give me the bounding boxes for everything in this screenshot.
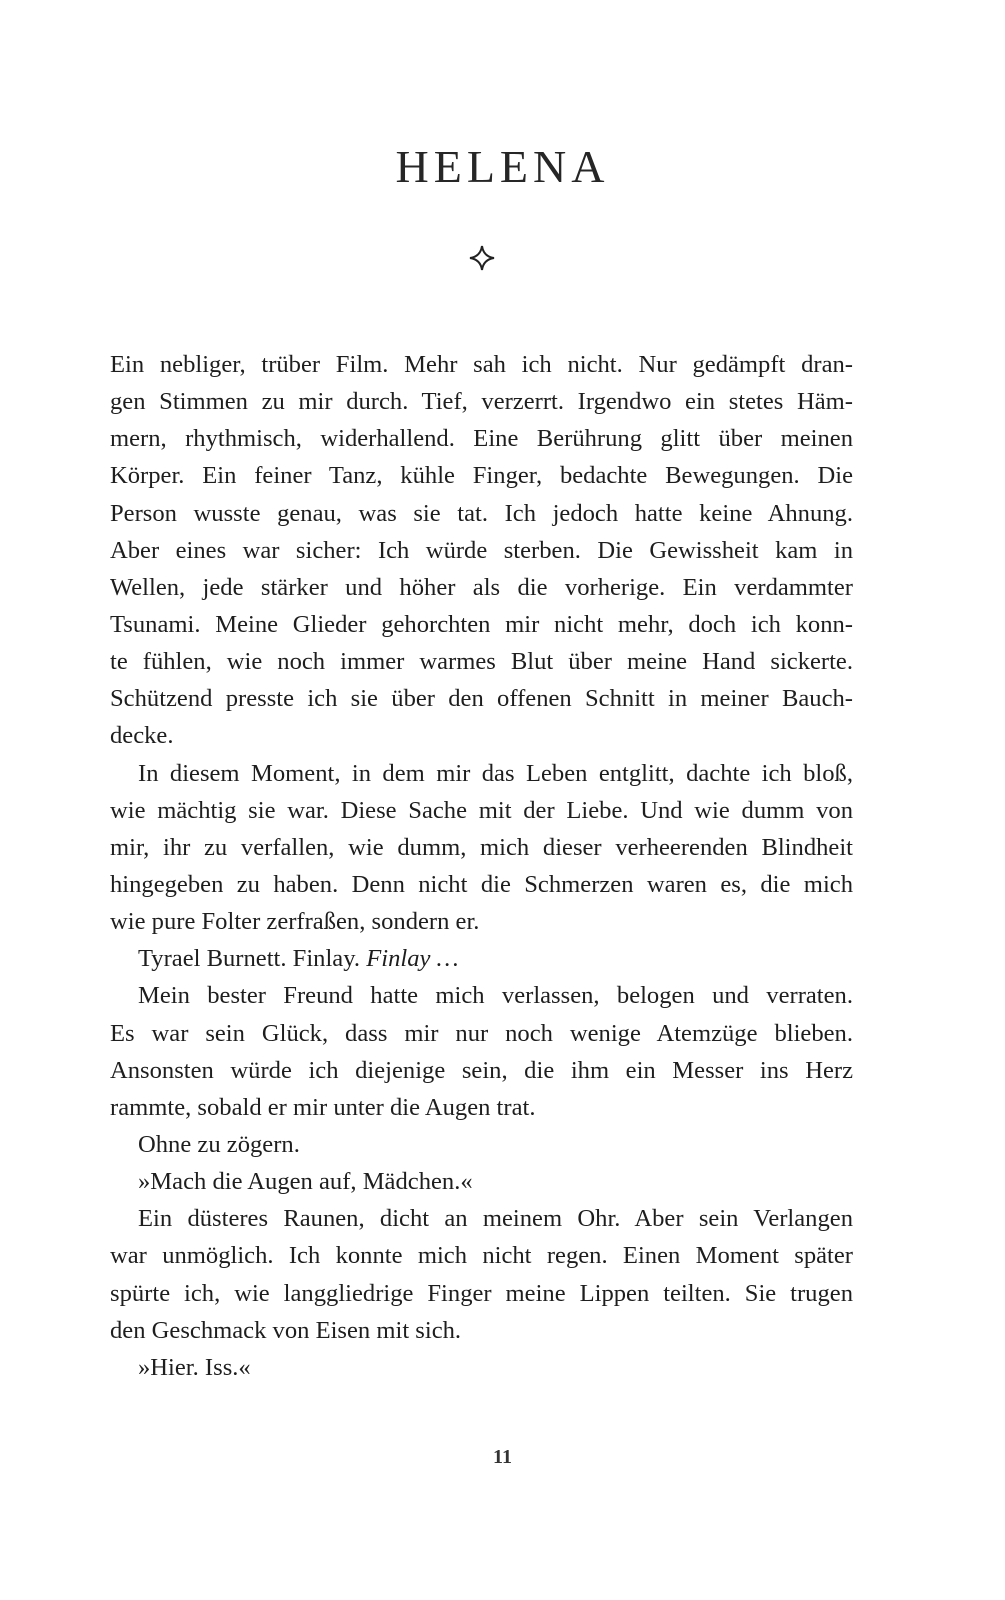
text-line-content: »Hier. Iss.« <box>138 1353 251 1381</box>
text-line <box>110 755 853 792</box>
text-line-content: Aber eines war sicher: Ich würde sterben. Die Gewissheit kam in <box>110 536 853 564</box>
text-line <box>110 532 853 569</box>
text-line <box>110 1312 853 1349</box>
text-line-content: te fühlen, wie noch immer warmes Blut über meine Hand sickerte. <box>110 648 853 676</box>
text-line <box>110 1237 853 1274</box>
text-line <box>110 383 853 420</box>
text-line <box>110 420 853 457</box>
text-line <box>110 903 853 940</box>
text-line <box>110 1089 853 1126</box>
chapter-title: HELENA <box>395 141 610 192</box>
four-point-star-icon <box>468 244 496 272</box>
text-line-content: spürte ich, wie langgliedrige Finger meine Lippen teilten. Sie trugen <box>110 1279 853 1307</box>
text-line <box>110 457 853 494</box>
text-line-content: mern, rhythmisch, widerhallend. Eine Berührung glitt über meinen <box>110 425 853 453</box>
text-line <box>110 1015 853 1052</box>
text-line-content: In diesem Moment, in dem mir das Leben entglitt, dachte ich bloß, <box>138 759 853 787</box>
text-line-content: Person wusste genau, was sie tat. Ich jedoch hatte keine Ahnung. <box>110 499 853 527</box>
text-line-content: Ein nebliger, trüber Film. Mehr sah ich nicht. Nur gedämpft dran- <box>110 351 853 378</box>
text-line-content: Schützend presste ich sie über den offenen Schnitt in meiner Bauch- <box>110 685 853 713</box>
text-line <box>110 717 853 754</box>
text-line <box>110 606 853 643</box>
text-line <box>110 977 853 1014</box>
text-line <box>110 1163 853 1200</box>
text-line-content: war unmöglich. Ich konnte mich nicht regen. Einen Moment später <box>110 1242 853 1270</box>
text-line-content: »Mach die Augen auf, Mädchen.« <box>138 1168 473 1196</box>
text-line-content: Tyrael Burnett. Finlay. <box>138 945 367 973</box>
text-line <box>110 1052 853 1089</box>
text-line <box>110 569 853 606</box>
text-line <box>110 866 853 903</box>
text-line-content: wie mächtig sie war. Diese Sache mit der Liebe. Und wie dumm von <box>110 796 853 824</box>
chapter-body-text <box>110 346 853 1386</box>
text-line <box>110 680 853 717</box>
page-number: 11 <box>493 1446 512 1468</box>
text-line-content: Mein bester Freund hatte mich verlassen, belogen und verraten. <box>138 982 853 1010</box>
text-line <box>110 792 853 829</box>
text-line <box>110 1349 853 1386</box>
text-line <box>110 346 853 383</box>
text-line-content: gen Stimmen zu mir durch. Tief, verzerrt. Irgendwo ein stetes Häm- <box>110 388 853 416</box>
text-line <box>110 829 853 866</box>
text-line-content: Tsunami. Meine Glieder gehorchten mir nicht mehr, doch ich konn- <box>110 610 853 638</box>
text-line-content: mir, ihr zu verfallen, wie dumm, mich dieser verheerenden Blindheit <box>110 833 853 861</box>
text-line-content: den Geschmack von Eisen mit sich. <box>110 1316 462 1344</box>
text-line <box>110 1200 853 1237</box>
text-line <box>110 940 853 977</box>
text-line-content: rammte, sobald er mir unter die Augen trat. <box>110 1093 536 1121</box>
text-line-content: Ein düsteres Raunen, dicht an meinem Ohr. Aber sein Verlangen <box>138 1205 853 1233</box>
text-line-content: Körper. Ein feiner Tanz, kühle Finger, bedachte Bewegungen. Die <box>110 462 853 490</box>
text-line-content: Ansonsten würde ich diejenige sein, die ihm ein Messer ins Herz <box>110 1056 853 1084</box>
text-line <box>110 1126 853 1163</box>
text-line <box>110 643 853 680</box>
text-line-content: decke. <box>110 722 174 750</box>
text-line-content: Ohne zu zögern. <box>138 1130 300 1158</box>
italic-emphasis: Finlay … <box>366 945 459 973</box>
text-line <box>110 1275 853 1312</box>
text-line <box>110 495 853 532</box>
text-line-content: wie pure Folter zerfraßen, sondern er. <box>110 908 480 936</box>
text-line-content: hingegeben zu haben. Denn nicht die Schmerzen waren es, die mich <box>110 870 853 898</box>
text-line-content: Wellen, jede stärker und höher als die vorherige. Ein verdammter <box>110 573 853 601</box>
text-line-content: Es war sein Glück, dass mir nur noch wenige Atemzüge blieben. <box>110 1019 853 1047</box>
